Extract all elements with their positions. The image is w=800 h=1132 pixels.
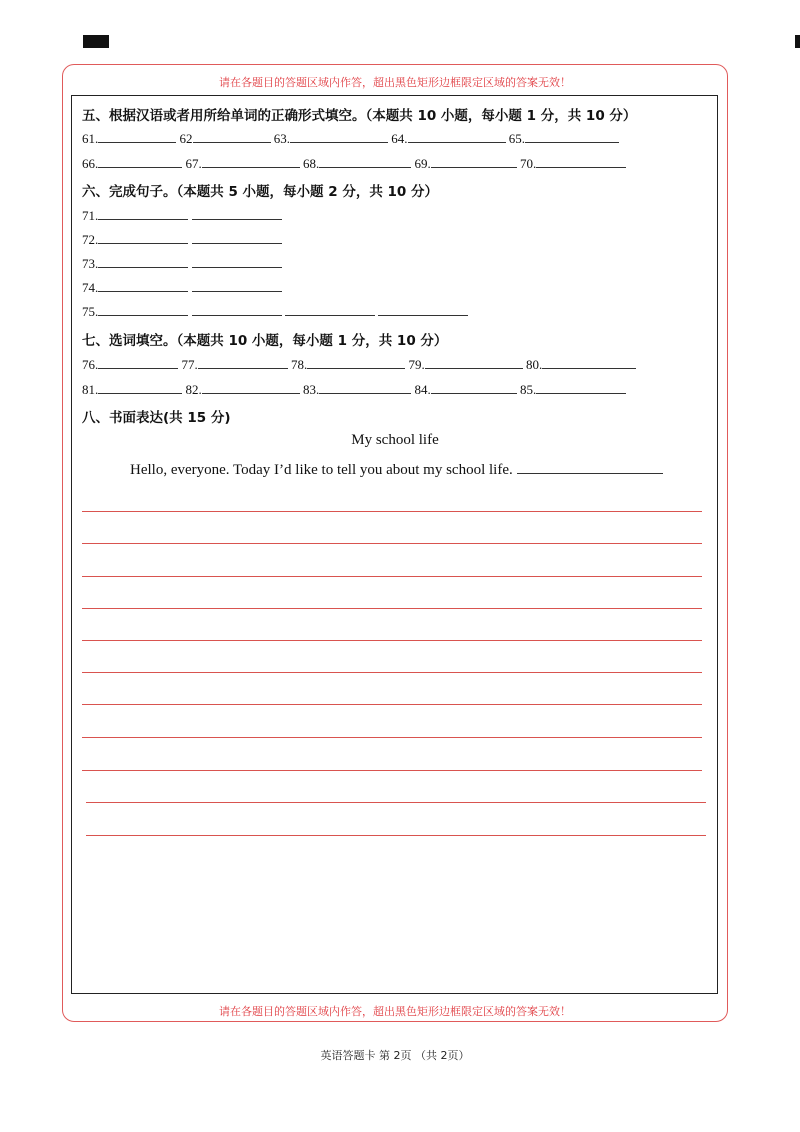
answer-blank[interactable]: [319, 381, 411, 394]
question-number: 65.: [508, 131, 525, 146]
answer-blank[interactable]: [285, 303, 375, 316]
section-six-heading: 六、完成句子。（本题共 5 小题，每小题 2 分，共 10 分）: [82, 184, 439, 200]
question-number: 84.: [414, 382, 431, 397]
notice-top: 请在各题目的答题区域内作答，超出黑色矩形边框限定区域的答案无效！: [219, 76, 571, 89]
question-number: 68.: [303, 156, 320, 171]
notice-bottom: 请在各题目的答题区域内作答，超出黑色矩形边框限定区域的答案无效！: [219, 1005, 571, 1018]
question-number: 78.: [291, 357, 308, 372]
answer-blank[interactable]: [198, 356, 288, 369]
section-eight-heading: 八、书面表达(共 15 分): [82, 410, 231, 426]
writing-line[interactable]: [82, 511, 702, 512]
section-six-item: [82, 303, 468, 320]
question-number: 61.: [82, 131, 99, 146]
writing-line[interactable]: [82, 543, 702, 544]
question-number: 70.: [520, 156, 537, 171]
question-number: 71.: [82, 208, 99, 223]
section-six-item: [82, 255, 282, 272]
answer-blank[interactable]: [98, 231, 188, 244]
section-six-item: [82, 279, 282, 296]
answer-blank[interactable]: [192, 279, 282, 292]
answer-blank[interactable]: [98, 207, 188, 220]
question-number: 77.: [181, 357, 198, 372]
page-footer: 英语答题卡 第 2页 （共 2页）: [320, 1049, 470, 1062]
answer-blank[interactable]: [98, 279, 188, 292]
answer-blank[interactable]: [193, 130, 271, 143]
answer-blank[interactable]: [98, 255, 188, 268]
question-number: 80.: [526, 357, 543, 372]
answer-blank[interactable]: [307, 356, 405, 369]
section-seven-heading: 七、选词填空。（本题共 10 小题，每小题 1 分，共 10 分）: [82, 333, 448, 349]
section-five-row-1: [82, 130, 619, 147]
question-number: 62: [179, 131, 193, 146]
answer-blank[interactable]: [319, 155, 411, 168]
answer-blank[interactable]: [431, 155, 517, 168]
answer-blank[interactable]: [431, 381, 517, 394]
section-five-row-2: [82, 155, 626, 172]
section-seven-row-2: [82, 381, 626, 398]
answer-blank[interactable]: [98, 155, 182, 168]
answer-blank[interactable]: [192, 207, 282, 220]
writing-line[interactable]: [86, 802, 706, 803]
answer-blank[interactable]: [202, 155, 300, 168]
answer-blank[interactable]: [98, 381, 182, 394]
answer-blank[interactable]: [408, 130, 506, 143]
writing-line[interactable]: [82, 672, 702, 673]
question-number: 85.: [520, 382, 537, 397]
writing-intro: [130, 459, 663, 479]
question-number: 81.: [82, 382, 99, 397]
question-number: 66.: [82, 156, 99, 171]
section-six-item: [82, 231, 282, 248]
writing-line[interactable]: [82, 608, 702, 609]
writing-line[interactable]: [82, 737, 702, 738]
question-number: 73.: [82, 256, 99, 271]
answer-blank[interactable]: [192, 303, 282, 316]
question-number: 64.: [391, 131, 408, 146]
question-number: 83.: [303, 382, 320, 397]
answer-blank[interactable]: [98, 130, 176, 143]
writing-intro-text: Hello, everyone. Today I’d like to tell you about my school life.: [130, 462, 513, 478]
section-five-heading: 五、根据汉语或者用所给单词的正确形式填空。（本题共 10 小题，每小题 1 分，共 10 分）: [82, 108, 637, 124]
question-number: 75.: [82, 304, 99, 319]
answer-blank[interactable]: [202, 381, 300, 394]
answer-blank[interactable]: [192, 255, 282, 268]
question-number: 82.: [185, 382, 202, 397]
answer-blank[interactable]: [542, 356, 636, 369]
question-number: 72.: [82, 232, 99, 247]
writing-title: My school life: [351, 432, 439, 448]
answer-blank[interactable]: [378, 303, 468, 316]
answer-blank[interactable]: [192, 231, 282, 244]
section-six-item: [82, 207, 282, 224]
question-number: 76.: [82, 357, 99, 372]
question-number: 63.: [273, 131, 290, 146]
answer-blank[interactable]: [525, 130, 619, 143]
question-number: 79.: [408, 357, 425, 372]
answer-blank[interactable]: [98, 303, 188, 316]
question-number: 74.: [82, 280, 99, 295]
section-seven-row-1: [82, 356, 636, 373]
question-number: 67.: [185, 156, 202, 171]
writing-line[interactable]: [82, 770, 702, 771]
writing-line[interactable]: [82, 640, 702, 641]
answer-blank[interactable]: [536, 381, 626, 394]
answer-blank[interactable]: [290, 130, 388, 143]
answer-blank[interactable]: [98, 356, 178, 369]
writing-line[interactable]: [82, 704, 702, 705]
alignment-mark-right: [795, 35, 800, 48]
question-number: 69.: [414, 156, 431, 171]
answer-blank[interactable]: [425, 356, 523, 369]
answer-blank[interactable]: [536, 155, 626, 168]
alignment-mark-left: [83, 35, 109, 48]
answer-region-inner-border: [71, 95, 718, 994]
writing-answer-line[interactable]: [517, 459, 663, 474]
writing-line[interactable]: [86, 835, 706, 836]
writing-line[interactable]: [82, 576, 702, 577]
